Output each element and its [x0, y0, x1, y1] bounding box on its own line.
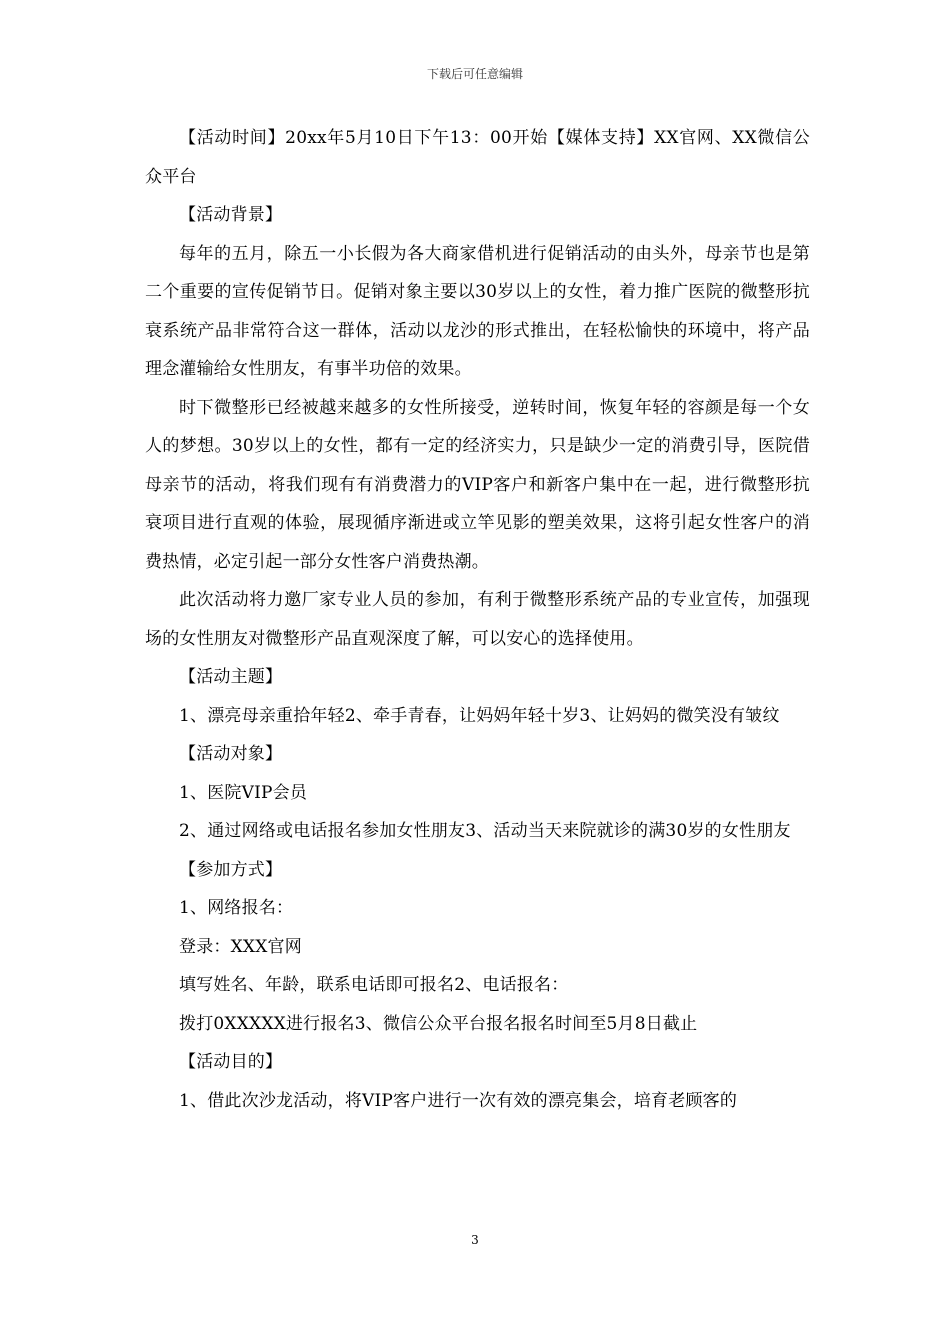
section-heading-participation: 【参加方式】 — [179, 859, 283, 880]
paragraph-participation-login: 登录：XXX官网 — [179, 936, 302, 957]
page-header: 下载后可任意编辑 — [426, 67, 523, 81]
paragraph-background-1: 每年的五月，除五一小长假为各大商家借机进行促销活动的由头外，母亲节也是第二个重要的宣传促销节日。促销对象主要以30岁以上的女性，着力推广医院的微整形抗衰系统产品非常符合这一群体，活动以龙沙的形式推出，在轻松愉快的环境中，将产品理念灌输给女性朋友，有事半功倍的效果。 — [145, 243, 810, 379]
paragraph-participation-phone: 拨打0XXXXX进行报名3、微信公众平台报名报名时间至5月8日截止 — [179, 1013, 698, 1034]
section-heading-purpose: 【活动目的】 — [179, 1052, 283, 1072]
section-heading-audience: 【活动对象】 — [179, 744, 283, 764]
section-heading-theme: 【活动主题】 — [179, 667, 283, 687]
paragraph-background-3: 此次活动将力邀厂家专业人员的参加，有利于微整形系统产品的专业宣传，加强现场的女性朋友对微整形产品直观深度了解，可以安心的选择使用。 — [145, 590, 810, 649]
paragraph-purpose-1: 1、借此次沙龙活动，将VIP客户进行一次有效的漂亮集会，培育老顾客的 — [179, 1090, 738, 1111]
section-heading-background: 【活动背景】 — [179, 205, 283, 225]
page-number: 3 — [471, 1233, 479, 1247]
paragraph-audience-1: 1、医院VIP会员 — [179, 782, 308, 803]
paragraph-participation-1: 1、网络报名： — [179, 898, 294, 918]
paragraph-background-2: 时下微整形已经被越来越多的女性所接受，逆转时间，恢复年轻的容颜是每一个女人的梦想。30岁以上的女性，都有一定的经济实力，只是缺少一定的消费引导，医院借母亲节的活动，将我们现有有消费潜力的VIP客户和新客户集中在一起，进行微整形抗衰项目进行直观的体验，展现循序渐进或立竿见影的塑美效果，这将引起女性客户的消费热情，必定引起一部分女性客户消费热潮。 — [145, 397, 810, 572]
paragraph-participation-form: 填写姓名、年龄，联系电话即可报名2、电话报名： — [179, 975, 569, 995]
document-body — [145, 119, 810, 1120]
paragraph-activity-time: 【活动时间】20xx年5月10日下午13：00开始【媒体支持】XX官网、XX微信公众平台 — [145, 128, 810, 187]
paragraph-audience-2: 2、通过网络或电话报名参加女性朋友3、活动当天来院就诊的满30岁的女性朋友 — [179, 821, 791, 841]
paragraph-theme-list: 1、漂亮母亲重拾年轻2、牵手青春，让妈妈年轻十岁3、让妈妈的微笑没有皱纹 — [179, 705, 780, 726]
